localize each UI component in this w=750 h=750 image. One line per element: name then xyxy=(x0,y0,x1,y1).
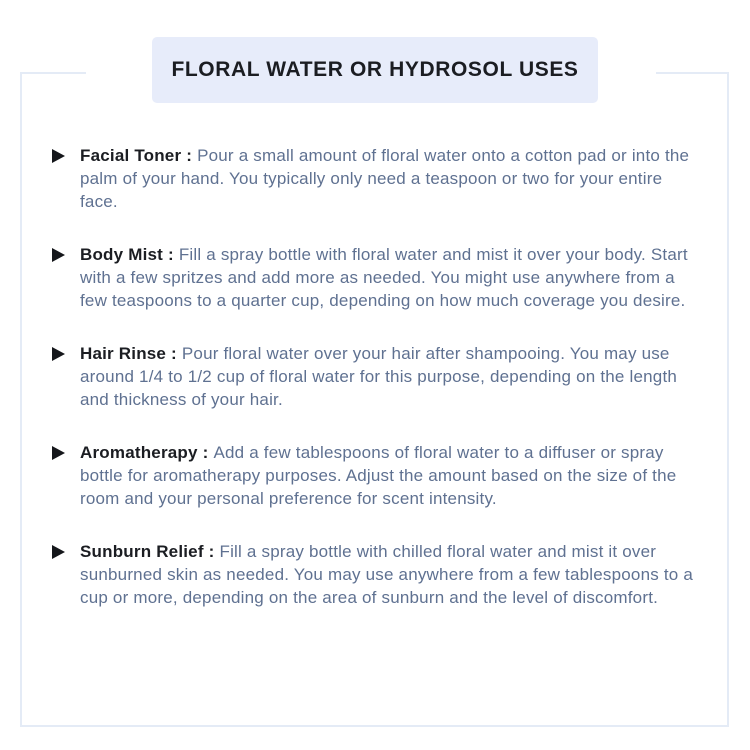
list-item xyxy=(52,441,700,510)
arrow-bullet-icon xyxy=(52,446,65,460)
item-body: Fill a spray bottle with floral water and mist it over your body. Start with a few spritzes and add more as needed. You might use anywhere from a few teaspoons to a quarter cup, depending on how much coverage you desire. xyxy=(80,245,688,310)
arrow-bullet-icon xyxy=(52,248,65,262)
list-item xyxy=(52,540,700,609)
arrow-bullet-icon xyxy=(52,545,65,559)
item-text xyxy=(80,441,700,510)
uses-list xyxy=(52,144,700,639)
title-banner xyxy=(152,37,598,103)
list-item xyxy=(52,144,700,213)
panel-border-top-right-segment xyxy=(656,72,727,74)
item-text xyxy=(80,144,700,213)
item-body: Pour a small amount of floral water onto a cotton pad or into the palm of your hand. You typically only need a teaspoon or two for your entire face. xyxy=(80,146,690,211)
arrow-bullet-icon xyxy=(52,347,65,361)
item-text xyxy=(80,540,700,609)
content-panel xyxy=(20,72,729,727)
item-body: Pour floral water over your hair after shampooing. You may use around 1/4 to 1/2 cup of floral water for this purpose, depending on the length and thickness of your hair. xyxy=(80,344,678,409)
item-heading: Hair Rinse : xyxy=(80,344,177,363)
item-body: Fill a spray bottle with chilled floral water and mist it over sunburned skin as needed. You may use anywhere from a few tablespoons to a cup or more, depending on the area of sunburn and the level of discomfort. xyxy=(80,542,694,607)
item-body: Add a few tablespoons of floral water to a diffuser or spray bottle for aromatherapy purposes. Adjust the amount based on the size of the room and your personal preference for scent intensity. xyxy=(80,443,677,508)
panel-border-top-left-segment xyxy=(22,72,86,74)
item-heading: Aromatherapy : xyxy=(80,443,209,462)
list-item xyxy=(52,243,700,312)
item-heading: Body Mist : xyxy=(80,245,174,264)
item-text xyxy=(80,243,700,312)
page-title: FLORAL WATER OR HYDROSOL USES xyxy=(171,58,579,81)
item-heading: Sunburn Relief : xyxy=(80,542,215,561)
arrow-bullet-icon xyxy=(52,149,65,163)
list-item xyxy=(52,342,700,411)
item-text xyxy=(80,342,700,411)
item-heading: Facial Toner : xyxy=(80,146,193,165)
